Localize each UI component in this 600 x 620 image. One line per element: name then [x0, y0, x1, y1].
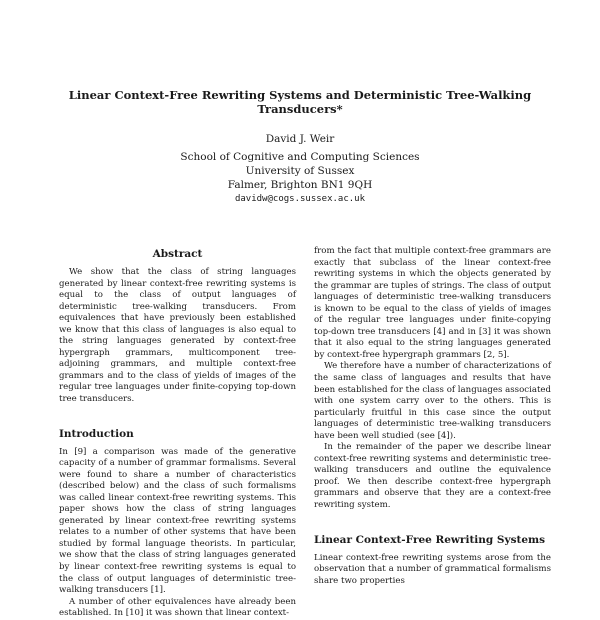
right-column: [314, 246, 551, 587]
affiliation-university: University of Sussex: [245, 165, 355, 177]
author-email: davidw@cogs.sussex.ac.uk: [234, 194, 366, 204]
paper-title: Linear Context-Free Rewriting Systems and Deterministic Tree-Walking Transducers*: [68, 88, 532, 116]
introduction-paragraph-2: A number of other equivalences have already been established. In [10] it was shown that linear context-: [59, 596, 296, 619]
introduction-heading: Introduction: [59, 427, 134, 440]
abstract-heading: Abstract: [152, 248, 203, 260]
right-paragraph-3: In the remainder of the paper we describe linear context-free rewriting systems and deterministic tree-walking transducers and outline the equivalence proof. We then describe context-free hypergraph grammars and observe that they are a context-free rewriting system.: [314, 442, 551, 511]
introduction-paragraph-1: In [9] a comparison was made of the generative capacity of a number of grammar formalisms. Several were found to share a number of characteristics (described below) and the class of such formalisms was called linear context-free rewriting systems. This paper shows how the class of string languages generated by linear context-free rewriting systems relates to a number of other systems that have been studied by formal language theorists. In particular, we show that the class of string languages generated by linear context-free rewriting systems is equal to the class of output languages of deterministic tree-walking transducers [1].: [59, 446, 296, 596]
lcfrs-heading: Linear Context-Free Rewriting Systems: [314, 533, 546, 546]
affiliation-address: Falmer, Brighton BN1 9QH: [227, 179, 373, 191]
author-name: David J. Weir: [265, 133, 335, 145]
right-paragraph-2: We therefore have a number of characterizations of the same class of languages and results that have been established for the class of languages associated with one system carry over to the others. This is particularly fruitful in this case since the output languages of deterministic tree-walking transducers have been well studied (see [4]).: [314, 361, 551, 441]
lcfrs-paragraph-1: Linear context-free rewriting systems arose from the observation that a number of grammatical formalisms share two properties: [314, 552, 551, 586]
left-column: [59, 248, 296, 620]
affiliation-block: [130, 150, 470, 206]
abstract-text: We show that the class of string languages generated by linear context-free rewriting systems is equal to the class of output languages of deterministic tree-walking transducers. From equivalences that have previously been established we know that this class of languages is also equal to the string languages generated by context-free hypergraph grammars, multicomponent tree-adjoining grammars, and multiple context-free grammars and to the class of yields of images of the regular tree languages under finite-copying top-down tree transducers.: [59, 267, 296, 405]
affiliation-school: School of Cognitive and Computing Sciences: [180, 151, 420, 163]
right-paragraph-1: from the fact that multiple context-free grammars are exactly that subclass of the linear context-free rewriting systems in which the objects generated by the grammar are tuples of strings. The class of output languages of deterministic tree-walking transducers is known to be equal to the class of yields of images of the regular tree languages under finite-copying top-down tree transducers [4] and in [3] it was shown that it also equal to the string languages generated by context-free hypergraph grammars [2, 5].: [314, 246, 551, 360]
